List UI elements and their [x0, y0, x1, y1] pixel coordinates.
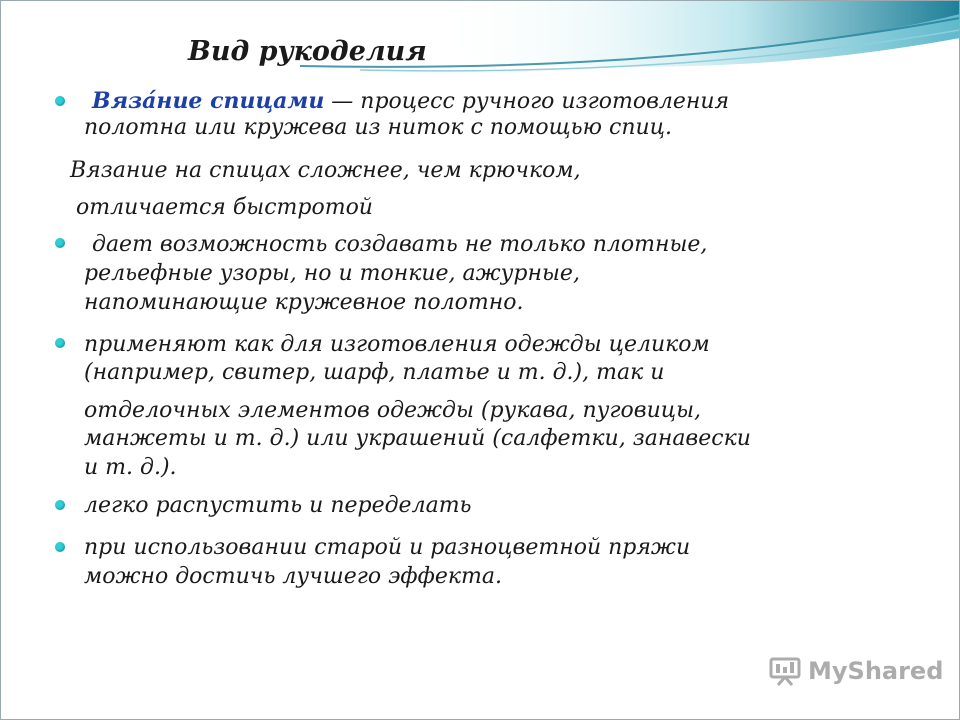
item5-line: можно достичь лучшего эффекта.: [84, 564, 502, 589]
item4-line: легко распустить и переделать: [84, 493, 472, 518]
item3-line: (например, свитер, шарф, платье и т. д.), так и: [84, 360, 665, 385]
plain-line1: Вязание на спицах сложнее, чем крючком,: [70, 158, 581, 183]
myshared-logo: [768, 656, 943, 686]
bullet-icon: [55, 500, 65, 510]
item1-term: Вяза́ние спицами: [92, 88, 325, 114]
item3-line: манжеты и т. д.) или украшений (салфетки, занавески: [84, 426, 751, 451]
presentation-board-icon: [768, 656, 802, 686]
item1-line2: полотна или кружева из ниток с помощью спиц.: [84, 115, 673, 140]
slide-title: Вид рукоделия: [188, 36, 427, 67]
item1-rest: — процесс ручного изготовления: [324, 89, 730, 114]
item3-line: отделочных элементов одежды (рукава, пуговицы,: [84, 398, 702, 423]
bullet-icon: [55, 542, 65, 552]
item2-line: рельефные узоры, но и тонкие, ажурные,: [84, 261, 580, 286]
bullet-icon: [55, 238, 65, 248]
logo-text: MyShared: [808, 657, 944, 685]
bullet-icon: [55, 96, 65, 106]
item5-line: при использовании старой и разноцветной пряжи: [84, 535, 691, 560]
plain-line2: отличается быстротой: [76, 195, 373, 220]
bullet-icon: [55, 338, 65, 348]
item1-line1: [92, 88, 729, 115]
item3-line: применяют как для изготовления одежды целиком: [84, 332, 710, 357]
item2-line: напоминающие кружевное полотно.: [84, 290, 524, 315]
item2-line: дает возможность создавать не только плотные,: [92, 232, 708, 257]
item3-line: и т. д.).: [84, 455, 177, 480]
